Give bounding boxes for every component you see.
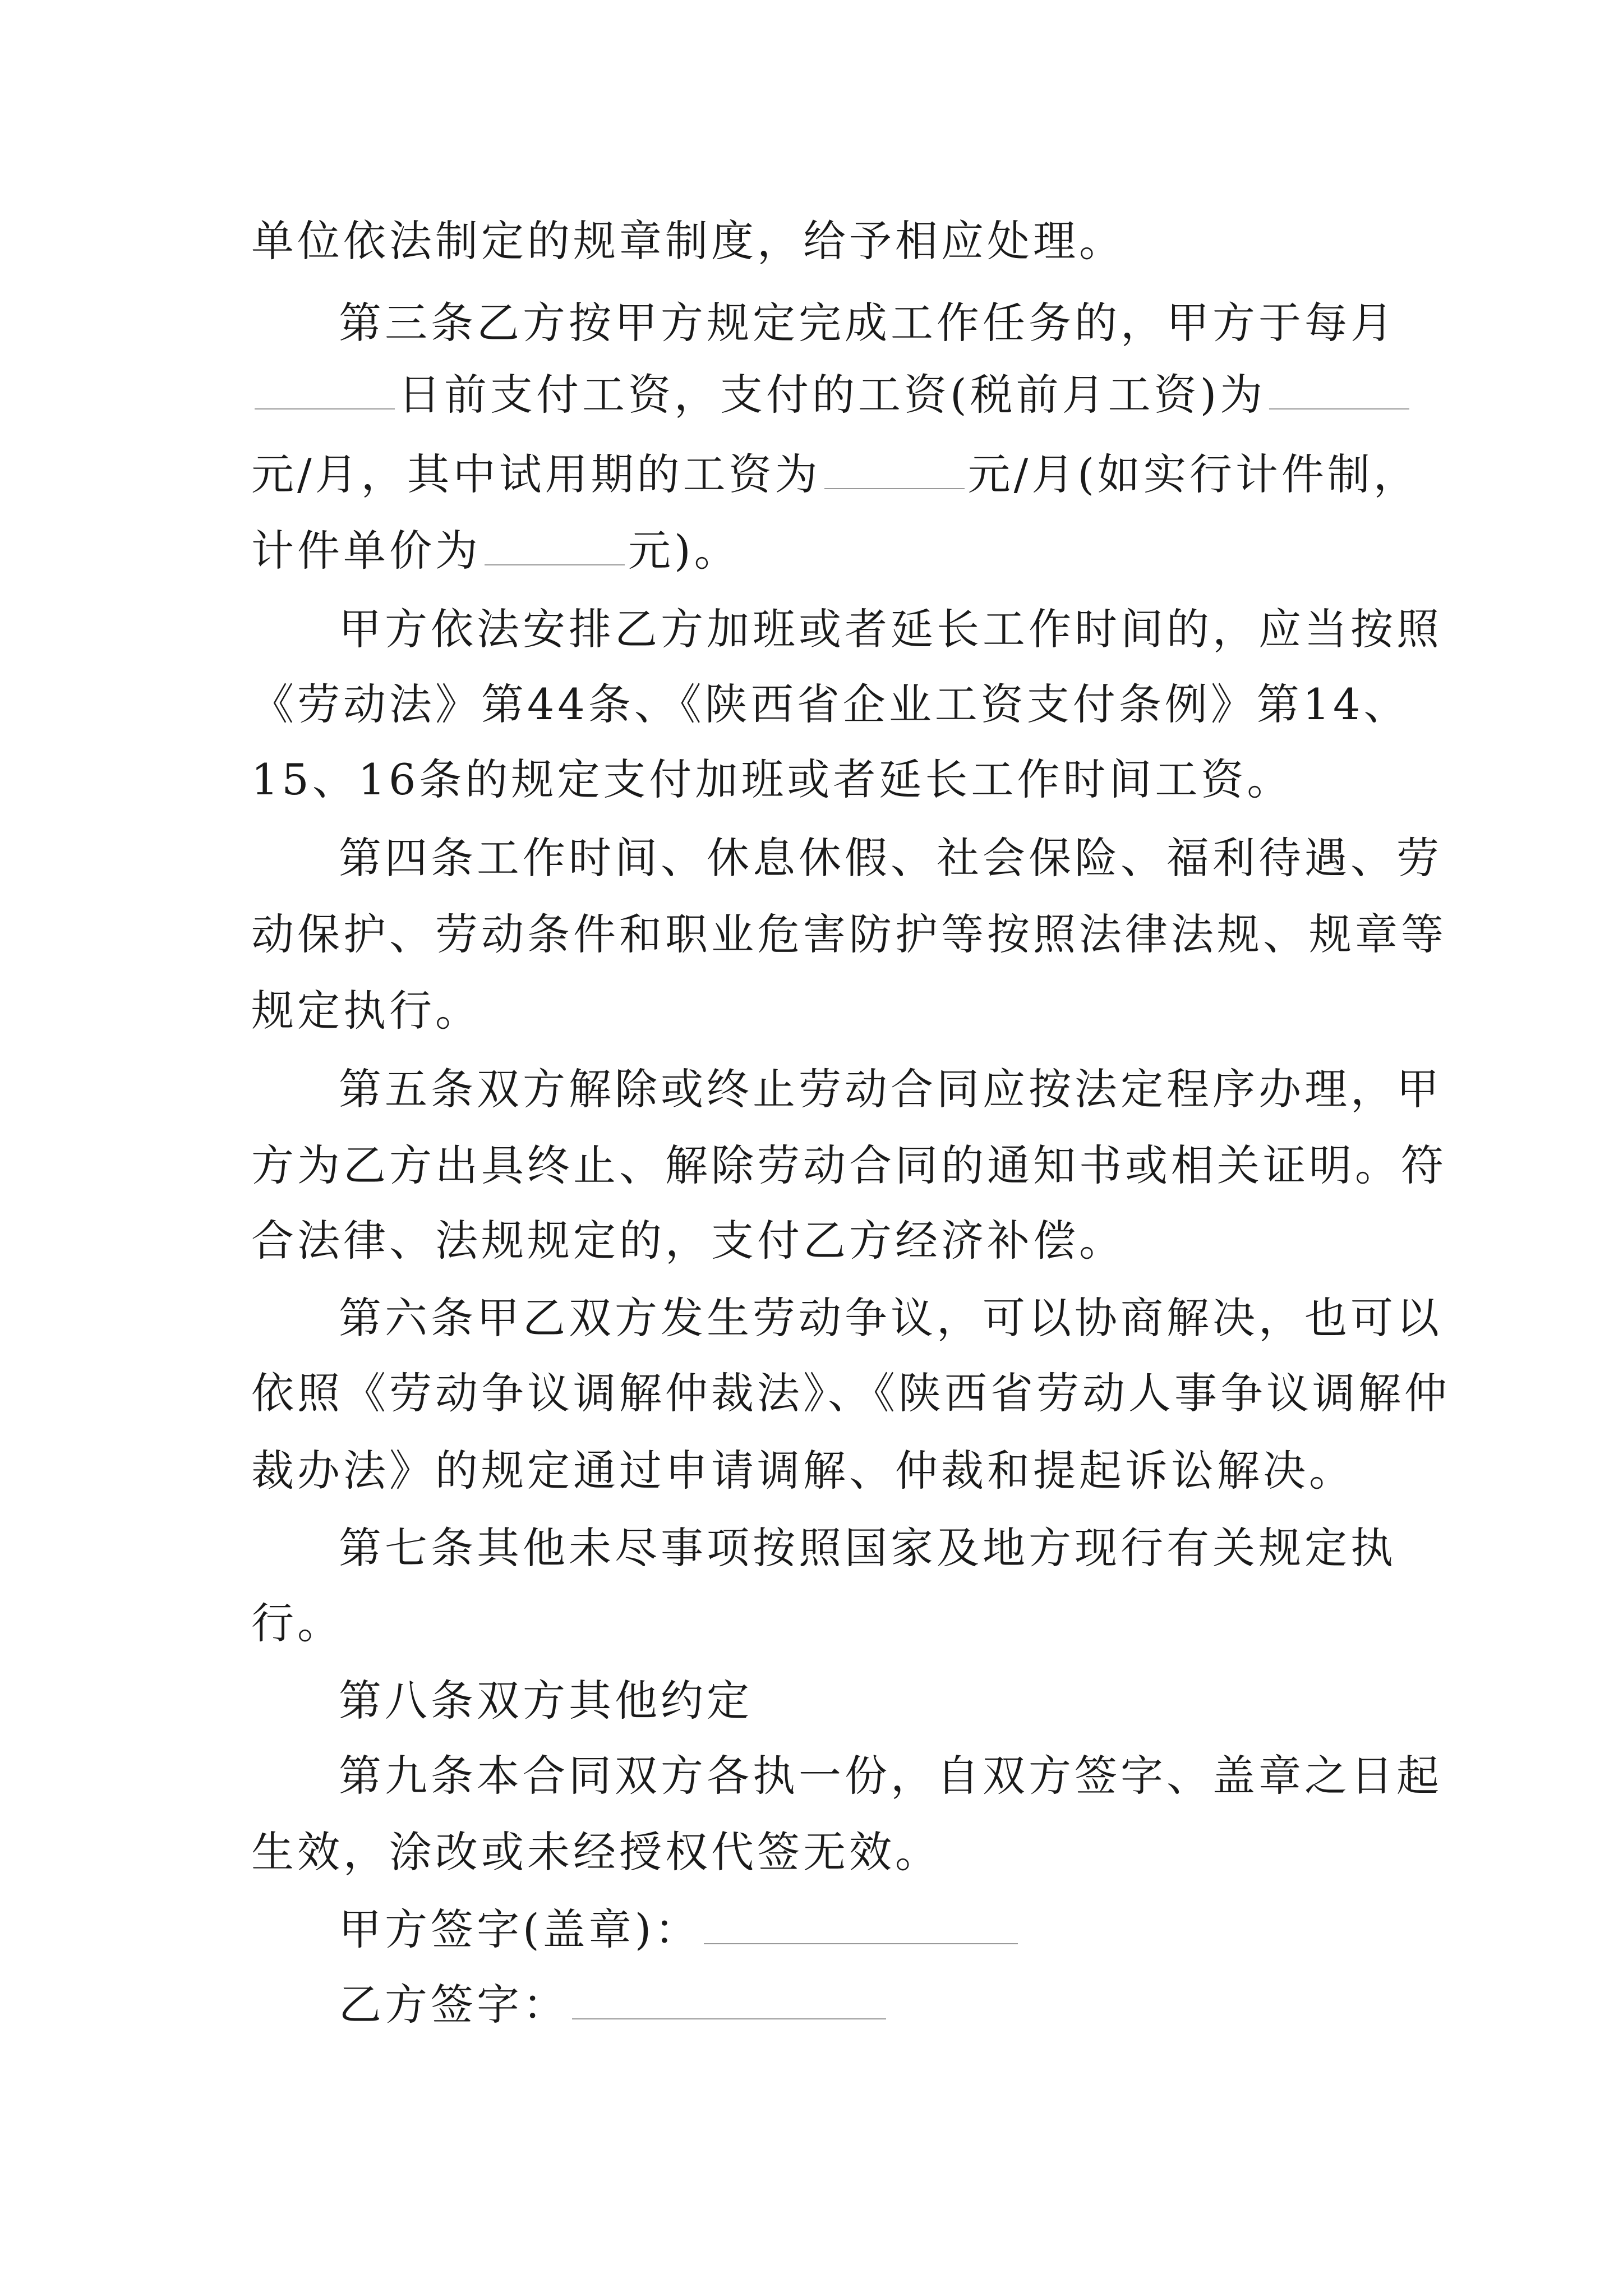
line-text: 第四条工作时间、休息休假、社会保险、福利待遇、劳 <box>339 833 1442 883</box>
line-text: 计件单价为 <box>251 526 481 576</box>
line-text: 第五条双方解除或终止劳动合同应按法定程序办理，甲 <box>339 1064 1442 1114</box>
article-6-line-2 <box>251 1366 1450 1420</box>
party-b-signature-label: 乙方签字： <box>339 1980 569 2030</box>
line-text: 方为乙方出具终止、解除劳动合同的通知书或相关证明。符 <box>251 1140 1447 1190</box>
article-3-line-4 <box>251 524 740 578</box>
line-text: 元/月(如实行计件制， <box>967 449 1419 499</box>
overtime-line-1 <box>339 602 1442 656</box>
line-text: 单位依法制定的规章制度，给予相应处理。 <box>251 216 1125 266</box>
line-text: 日前支付工资，支付的工资(税前月工资)为 <box>398 370 1266 420</box>
article-8-line <box>339 1674 753 1728</box>
probation-salary-blank[interactable] <box>824 448 965 489</box>
party-a-signature-line <box>339 1903 1021 1957</box>
party-a-signature-blank[interactable] <box>704 1903 1018 1944</box>
line-text: 元/月，其中试用期的工资为 <box>251 449 821 499</box>
article-5-line-2 <box>251 1139 1447 1193</box>
article-9-line-1 <box>339 1749 1442 1803</box>
line-text: 动保护、劳动条件和职业危害防护等按照法律法规、规章等 <box>251 909 1447 959</box>
article-7-line-1 <box>339 1521 1396 1575</box>
article-6-line-3 <box>251 1444 1355 1498</box>
line-text: 合法律、法规规定的，支付乙方经济补偿。 <box>251 1216 1125 1266</box>
line-text: 《劳动法》第44条、《陕西省企业工资支付条例》第14、 <box>251 679 1410 729</box>
line-text: 第九条本合同双方各执一份，自双方签字、盖章之日起 <box>339 1751 1442 1801</box>
line-text: 规定执行。 <box>251 986 481 1036</box>
paragraph-line <box>251 214 1125 268</box>
line-text: 第三条乙方按甲方规定完成工作任务的，甲方于每月 <box>339 298 1396 348</box>
line-text: 行。 <box>251 1598 343 1648</box>
article-3-line-2 <box>251 368 1413 422</box>
pay-day-blank[interactable] <box>255 368 395 409</box>
article-5-line-3 <box>251 1214 1125 1268</box>
article-7-line-2 <box>251 1596 343 1650</box>
article-9-line-2 <box>251 1825 941 1879</box>
article-4-line-2 <box>251 908 1447 961</box>
article-5-line-1 <box>339 1062 1442 1116</box>
line-text: 第七条其他未尽事项按照国家及地方现行有关规定执 <box>339 1523 1396 1573</box>
article-4-line-1 <box>339 831 1442 885</box>
line-text: 元)。 <box>628 526 740 576</box>
line-text: 甲方依法安排乙方加班或者延长工作时间的，应当按照 <box>339 604 1442 654</box>
overtime-line-2 <box>251 678 1409 731</box>
article-3-line-3 <box>251 448 1419 501</box>
line-text: 第六条甲乙双方发生劳动争议，可以协商解决，也可以 <box>339 1293 1442 1343</box>
line-text: 裁办法》的规定通过申请调解、仲裁和提起诉讼解决。 <box>251 1446 1355 1496</box>
piece-rate-blank[interactable] <box>485 524 625 565</box>
line-text: 依照《劳动争议调解仲裁法》、《陕西省劳动人事争议调解仲 <box>251 1368 1450 1418</box>
article-3-line-1 <box>339 296 1396 350</box>
party-a-signature-label: 甲方签字(盖章)： <box>339 1904 701 1954</box>
article-4-line-3 <box>251 984 481 1038</box>
party-b-signature-blank[interactable] <box>572 1978 886 2019</box>
article-6-line-1 <box>339 1291 1442 1345</box>
line-text: 生效，涂改或未经授权代签无效。 <box>251 1827 941 1877</box>
line-text: 第八条双方其他约定 <box>339 1676 753 1726</box>
party-b-signature-line <box>339 1978 889 2032</box>
overtime-line-3 <box>251 753 1293 807</box>
monthly-salary-blank[interactable] <box>1269 368 1409 409</box>
line-text: 15、16条的规定支付加班或者延长工作时间工资。 <box>251 754 1293 804</box>
